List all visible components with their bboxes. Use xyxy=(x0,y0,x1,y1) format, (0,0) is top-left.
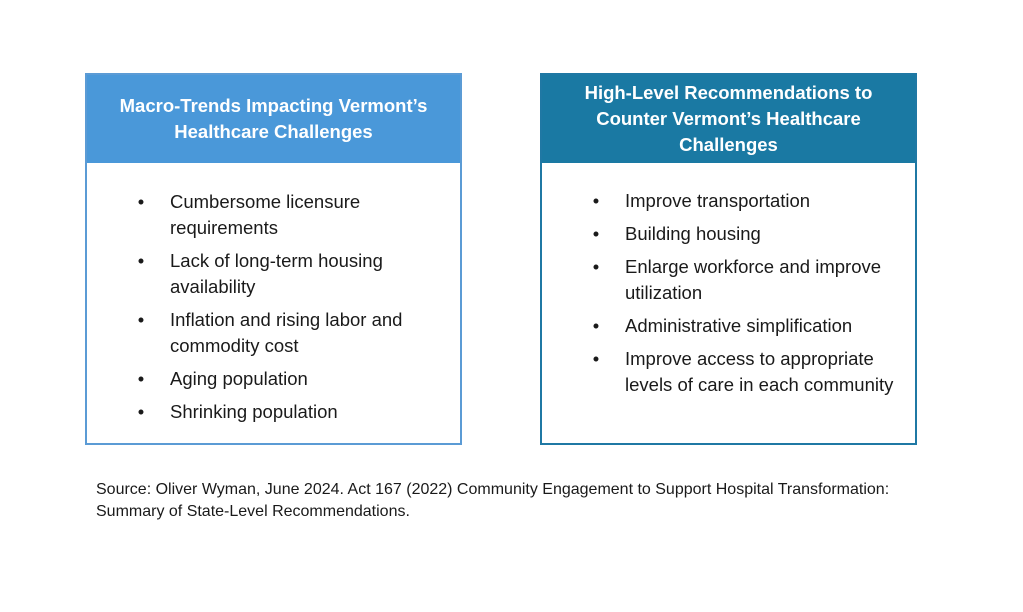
list-item xyxy=(590,254,909,306)
bullet-icon: • xyxy=(592,223,600,244)
macro-trends-title: Macro-Trends Impacting Vermont’s Healthcare Challenges xyxy=(87,75,460,163)
list-item-text: Inflation and rising labor and commodity cost xyxy=(170,309,403,356)
macro-trends-list xyxy=(87,163,460,425)
bullet-icon: • xyxy=(137,368,145,389)
list-item xyxy=(135,307,440,359)
bullet-icon: • xyxy=(592,256,600,277)
list-item-text: Shrinking population xyxy=(170,401,338,422)
list-item xyxy=(135,189,440,241)
list-item xyxy=(590,346,909,398)
list-item-text: Enlarge workforce and improve utilization xyxy=(625,256,882,303)
recommendations-list xyxy=(542,163,915,398)
list-item-text: Improve transportation xyxy=(625,190,811,211)
bullet-icon: • xyxy=(592,190,600,211)
source-note: Source: Oliver Wyman, June 2024. Act 167 (2022) Community Engagement to Support Hospital Transformation: Summary of State-Level Recommendations. xyxy=(96,481,890,520)
list-item-text: Aging population xyxy=(170,368,308,389)
list-item-text: Cumbersome licensure requirements xyxy=(170,191,361,238)
bullet-icon: • xyxy=(592,315,600,336)
macro-trends-panel xyxy=(85,73,462,445)
list-item xyxy=(590,221,909,247)
list-item xyxy=(590,188,909,214)
recommendations-title: High-Level Recommendations to Counter Vermont’s Healthcare Challenges xyxy=(542,75,915,163)
bullet-icon: • xyxy=(137,250,145,271)
list-item-text: Building housing xyxy=(625,223,761,244)
list-item xyxy=(135,366,440,392)
list-item-text: Lack of long-term housing availability xyxy=(170,250,383,297)
list-item xyxy=(135,399,440,425)
recommendations-panel xyxy=(540,73,917,445)
bullet-icon: • xyxy=(137,309,145,330)
list-item-text: Improve access to appropriate levels of care in each community xyxy=(625,348,894,395)
list-item xyxy=(590,313,909,339)
list-item-text: Administrative simplification xyxy=(625,315,853,336)
list-item xyxy=(135,248,440,300)
bullet-icon: • xyxy=(137,401,145,422)
bullet-icon: • xyxy=(592,348,600,369)
bullet-icon: • xyxy=(137,191,145,212)
